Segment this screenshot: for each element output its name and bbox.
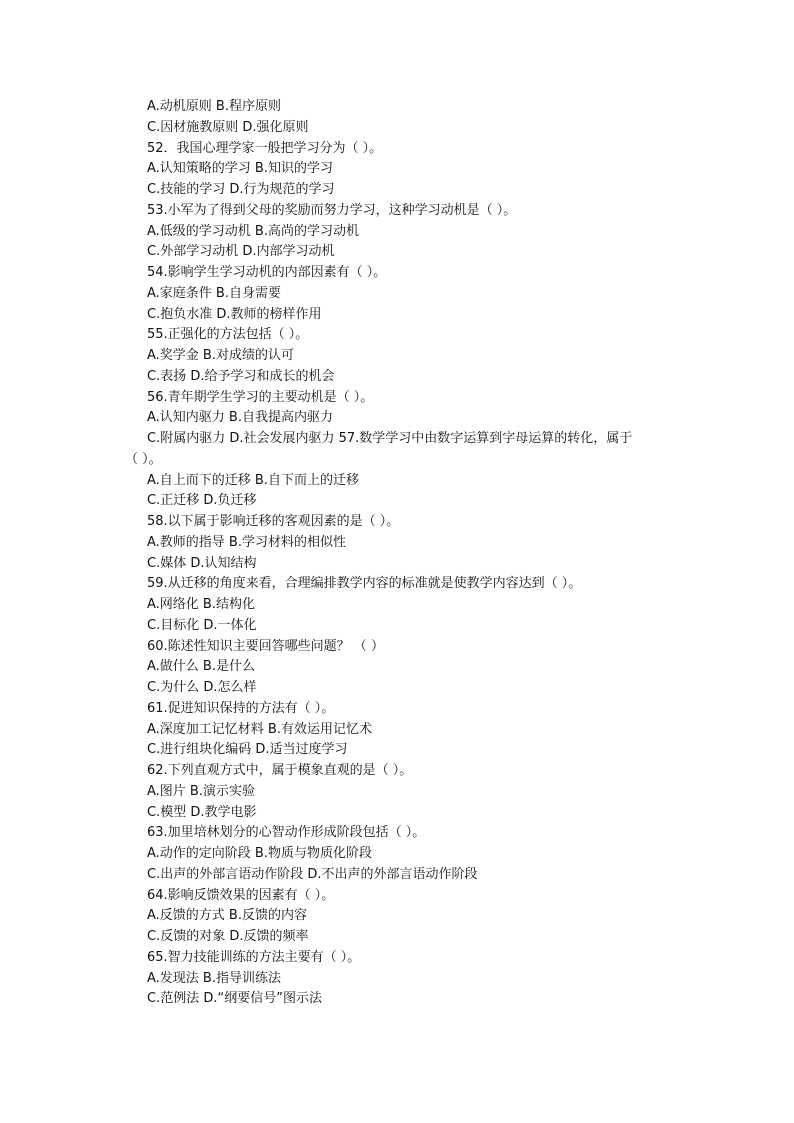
question-52: 52．我国心理学家一般把学习分为（ ）。: [147, 140, 383, 156]
text-line: A.认知内驱力 B.自我提高内驱力: [147, 410, 333, 426]
question-57-continuation: （ ）。: [125, 451, 162, 467]
question-63: 63.加里培林划分的心智动作形成阶段包括（ ）。: [147, 825, 426, 841]
question-53: 53.小军为了得到父母的奖励而努力学习，这种学习动机是（ ）。: [147, 202, 517, 218]
text-line: C.出声的外部言语动作阶段 D.不出声的外部言语动作阶段: [147, 866, 478, 882]
text-line-with-question-57: C.附属内驱力 D.社会发展内驱力 57.数学学习中由数字运算到字母运算的转化，属于: [147, 431, 633, 446]
question-56: 56.青年期学生学习的主要动机是（ ）。: [147, 389, 374, 405]
text-line: C.正迁移 D.负迁移: [147, 493, 257, 509]
text-line: C.目标化 D.一体化: [147, 617, 257, 633]
question-54: 54.影响学生学习动机的内部因素有（ ）。: [147, 265, 387, 280]
text-line: A.动作的定向阶段 B.物质与物质化阶段: [147, 846, 372, 861]
question-65: 65.智力技能训练的方法主要有（ ）。: [147, 949, 361, 965]
text-line: A.发现法 B.指导训练法: [147, 970, 281, 986]
text-line: C.媒体 D.认知结构: [147, 555, 257, 571]
text-line: C.为什么 D.怎么样: [147, 680, 257, 695]
text-line: A.家庭条件 B.自身需要: [147, 285, 281, 301]
text-line: A.深度加工记忆材料 B.有效运用记忆术: [147, 721, 372, 737]
question-64: 64.影响反馈效果的因素有（ ）。: [147, 887, 335, 903]
text-line: A.动机原则 B.程序原则: [147, 99, 281, 114]
text-line: C.范例法 D.“纲要信号”图示法: [147, 991, 322, 1007]
text-line: C.进行组块化编码 D.适当过度学习: [147, 742, 348, 758]
text-line: C.外部学习动机 D.内部学习动机: [147, 244, 335, 260]
text-line: A.奖学金 B.对成绩的认可: [147, 348, 294, 363]
question-text-block: [125, 97, 707, 1010]
text-line: C.反馈的对象 D.反馈的频率: [147, 929, 309, 944]
text-line: C.技能的学习 D.行为规范的学习: [147, 182, 335, 197]
text-line: A.反馈的方式 B.反馈的内容: [147, 908, 307, 924]
text-line: C.模型 D.教学电影: [147, 804, 257, 820]
question-58: 58.以下属于影响迁移的客观因素的是（ ）。: [147, 514, 400, 529]
text-line: C.表扬 D.给予学习和成长的机会: [147, 368, 335, 384]
question-60: 60.陈述性知识主要回答哪些问题？ （ ）: [147, 638, 384, 654]
question-59: 59.从迁移的角度来看，合理编排教学内容的标准就是使教学内容达到（ ）。: [147, 576, 582, 592]
text-line: A.低级的学习动机 B.高尚的学习动机: [147, 223, 359, 239]
text-line: A.图片 B.演示实验: [147, 783, 255, 799]
text-line: A.自上而下的迁移 B.自下而上的迁移: [147, 472, 359, 488]
text-line: A.认知策略的学习 B.知识的学习: [147, 161, 333, 177]
text-line: C.因材施教原则 D.强化原则: [147, 119, 309, 135]
text-line: C.抱负水准 D.教师的榜样作用: [147, 306, 322, 322]
question-62: 62.下列直观方式中，属于模象直观的是（ ）。: [147, 763, 413, 778]
question-55: 55.正强化的方法包括（ ）。: [147, 327, 309, 343]
text-line: A.做什么 B.是什么: [147, 659, 255, 675]
text-line: A.网络化 B.结构化: [147, 597, 255, 612]
question-61: 61.促进知识保持的方法有（ ）。: [147, 700, 335, 716]
text-line: A.教师的指导 B.学习材料的相似性: [147, 534, 346, 550]
